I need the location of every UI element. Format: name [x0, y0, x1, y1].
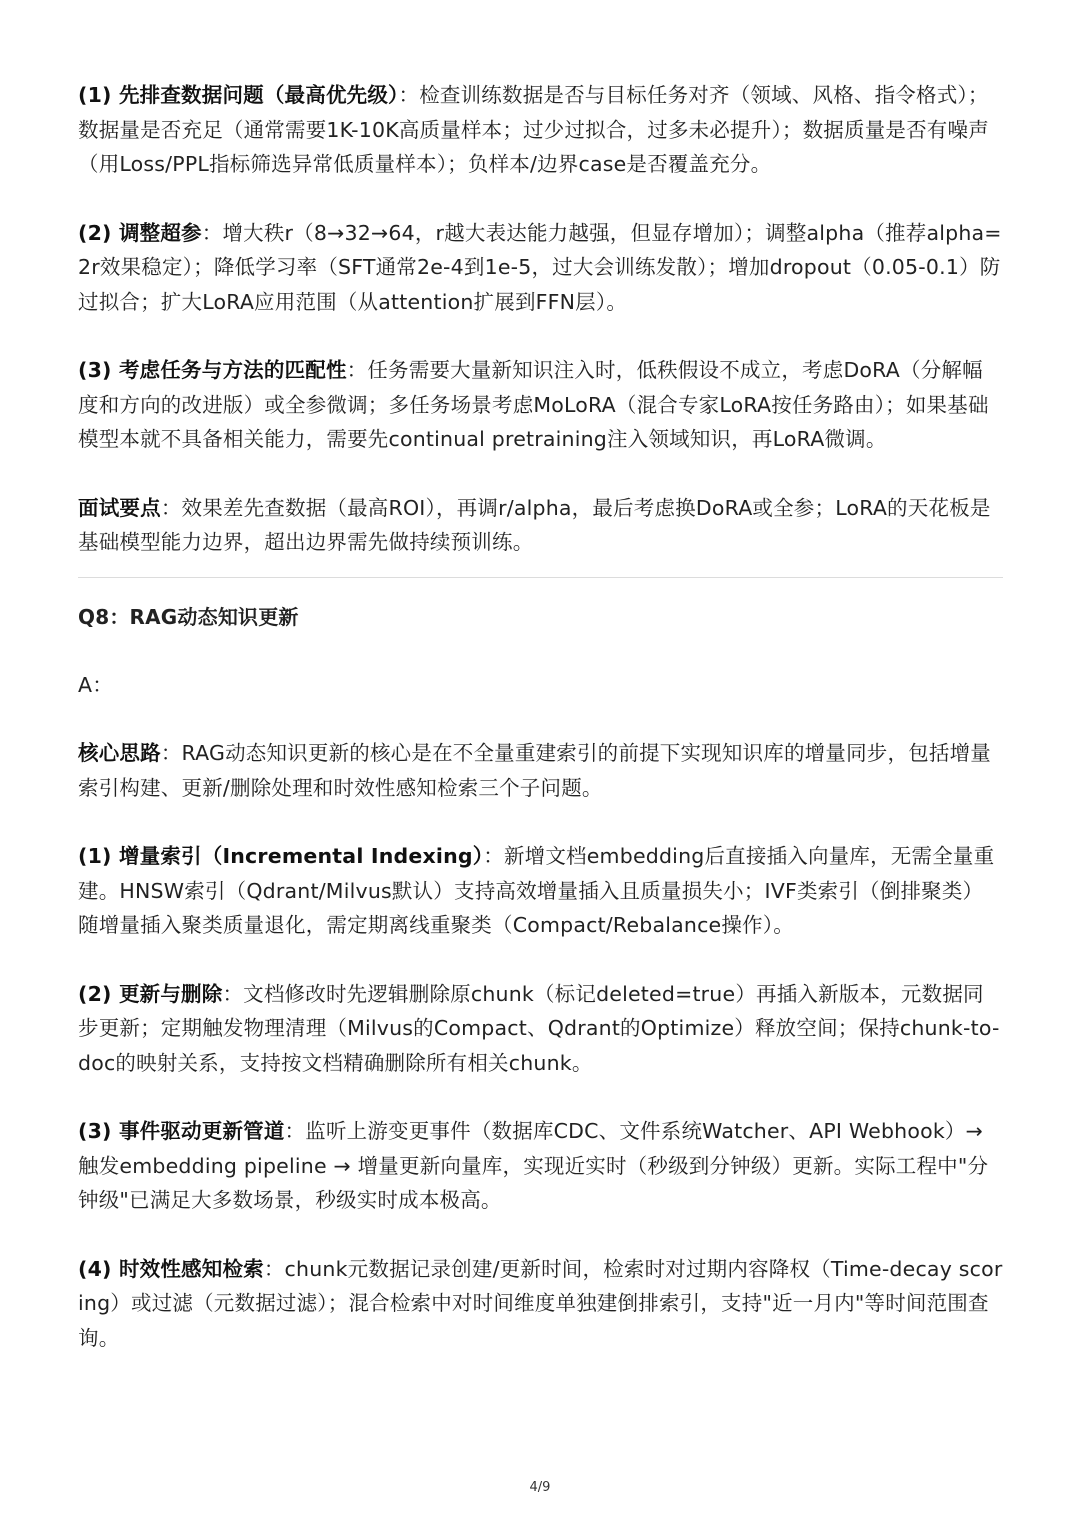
paragraph-lead: (3) 事件驱动更新管道: [78, 1119, 285, 1143]
paragraph-lead: (1) 先排查数据问题（最高优先级）: [78, 83, 399, 107]
paragraph-lead: (1) 增量索引（Incremental Indexing）: [78, 844, 484, 868]
paragraph-lead: (2) 调整超参: [78, 220, 202, 245]
question-title: Q8：RAG动态知识更新: [78, 604, 299, 629]
paragraph-text: ：任务需要大量新知识注入时，低秩假设不成立，考虑DoRA（分解幅度和方向的改进版）或全参微调；多任务场景考虑MoLoRA（混合专家LoRA按任务路由）；如果基础模型本就不具备相关能力，需要先continual pretraining注入领域知识，再LoRA微调。: [78, 358, 989, 451]
paragraph-lead: 核心思路: [78, 741, 161, 765]
paragraph-lead: 面试要点: [78, 495, 161, 520]
paragraph-lead: (2) 更新与删除: [78, 981, 223, 1006]
paragraph-data-check: [78, 78, 1003, 182]
paragraph-text: ：监听上游变更事件（数据库CDC、文件系统Watcher、API Webhook）→ 触发embedding pipeline → 增量更新向量库，实现近实时（秒级到分钟级）更新。实际工程中"分钟级"已满足大多数场景，秒级实时成本极高。: [78, 1119, 989, 1212]
paragraph-core-idea: [78, 736, 1003, 805]
section-divider: [78, 577, 1003, 578]
paragraph-text: ：文档修改时先逻辑删除原chunk（标记deleted=true）再插入新版本，元数据同步更新；定期触发物理清理（Milvus的Compact、Qdrant的Optimize）释放空间；保持chunk-to-doc的映射关系，支持按文档精确删除所有相关chunk。: [78, 981, 1000, 1075]
paragraph-lead: (4) 时效性感知检索: [78, 1256, 264, 1281]
paragraph-event-pipeline: [78, 1114, 1003, 1218]
paragraph-text: ：检查训练数据是否与目标任务对齐（领域、风格、指令格式）；数据量是否充足（通常需要1K-10K高质量样本；过少过拟合，过多未必提升）；数据质量是否有噪声（用Loss/PPL指标筛选异常低质量样本）；负样本/边界case是否覆盖充分。: [78, 83, 989, 176]
paragraph-text: ：RAG动态知识更新的核心是在不全量重建索引的前提下实现知识库的增量同步，包括增量索引构建、更新/删除处理和时效性感知检索三个子问题。: [78, 741, 991, 800]
paragraph-text: ：增大秩r（8→32→64，r越大表达能力越强，但显存增加）；调整alpha（推荐alpha=2r效果稳定）；降低学习率（SFT通常2e-4到1e-5，过大会训练发散）；增加dropout（0.05-0.1）防过拟合；扩大LoRA应用范围（从attention扩展到FFN层）。: [78, 220, 1002, 314]
paragraph-text: ：新增文档embedding后直接插入向量库，无需全量重建。HNSW索引（Qdrant/Milvus默认）支持高效增量插入且质量损失小；IVF类索引（倒排聚类）随增量插入聚类质量退化，需定期离线重聚类（Compact/Rebalance操作）。: [78, 844, 995, 937]
paragraph-task-match: [78, 353, 1003, 457]
paragraph-text: ：效果差先查数据（最高ROI），再调r/alpha，最后考虑换DoRA或全参；LoRA的天花板是基础模型能力边界，超出边界需先做持续预训练。: [78, 495, 991, 554]
paragraph-interview-points: [78, 491, 1003, 560]
paragraph-hyperparams: [78, 216, 1003, 320]
answer-label: A：: [78, 672, 113, 697]
paragraph-time-aware-retrieval: [78, 1252, 1003, 1356]
paragraph-text: ：chunk元数据记录创建/更新时间，检索时对过期内容降权（Time-decay scoring）或过滤（元数据过滤）；混合检索中对时间维度单独建倒排索引，支持"近一月内"等时间范围查询。: [78, 1256, 1003, 1350]
paragraph-lead: (3) 考虑任务与方法的匹配性: [78, 358, 347, 382]
paragraph-incremental-indexing: [78, 839, 1003, 943]
document-page: [78, 78, 1003, 1355]
paragraph-update-delete: [78, 977, 1003, 1081]
page-number: 4/9: [529, 1480, 551, 1495]
